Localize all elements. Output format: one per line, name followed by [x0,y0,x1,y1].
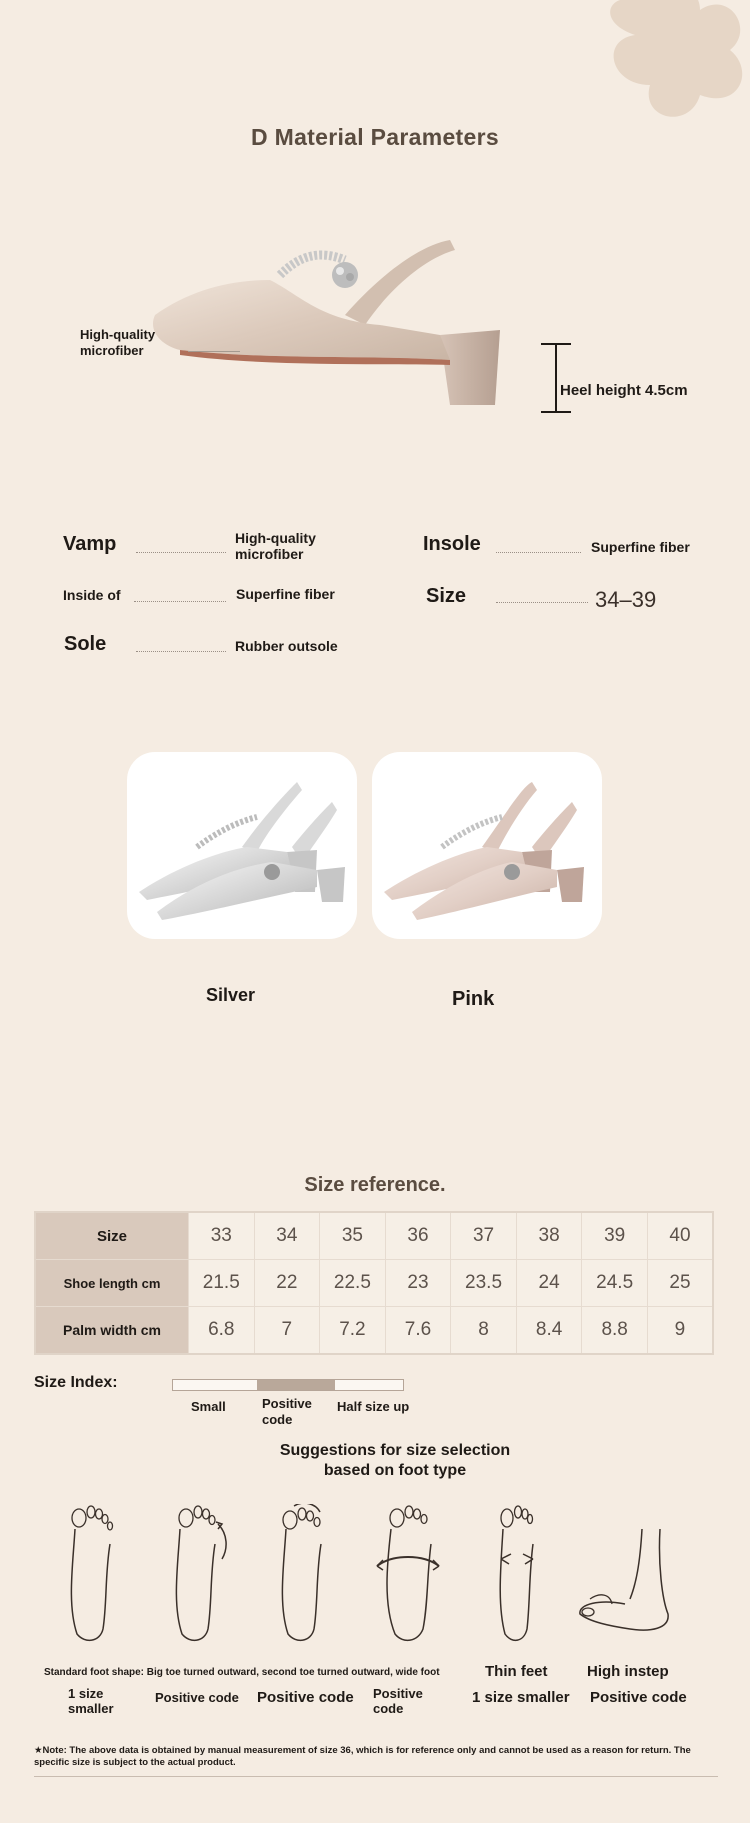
table-cell: 24.5 [582,1260,648,1307]
spec-dots [496,552,581,553]
foot-high-instep-icon [570,1504,680,1644]
table-cell: 24 [516,1260,582,1307]
size-index-positive-segment [257,1380,335,1390]
table-cell: 25 [647,1260,713,1307]
recommendation-6: Positive code [590,1689,687,1706]
table-cell: 23 [385,1260,451,1307]
foot-standard-icon [55,1504,125,1644]
high-instep-label: High instep [587,1663,669,1680]
size-index-label: Size Index: [34,1374,118,1391]
spec-vamp-label: Vamp [63,533,117,555]
table-cell: 37 [451,1212,517,1260]
table-row [35,1260,713,1307]
recommendation-3: Positive code [257,1689,354,1706]
page-title: D Material Parameters [251,124,499,150]
size-index-bar [172,1379,404,1391]
disclaimer-note: ★Note: The above data is obtained by manual measurement of size 36, which is for reference only and cannot be used as a reason for return. The specific size is subject to the actual product. [34,1745,691,1768]
foot-wide-icon [373,1504,443,1644]
table-cell: 7.6 [385,1307,451,1355]
suggestions-title-line1: Suggestions for size selection [279,1442,511,1459]
color-label-pink: Pink [452,988,495,1010]
row-header: Size [35,1212,189,1260]
table-cell: 8.8 [582,1307,648,1355]
foot-thin-icon [481,1504,551,1644]
spec-dots [496,602,588,603]
table-cell: 40 [647,1212,713,1260]
size-index-half-up: Half size up [337,1399,410,1414]
row-header: Palm width cm [35,1307,189,1355]
spec-insole-value: Superfine fiber [591,539,690,555]
callout-line [188,351,240,352]
spec-vamp-value: High-quality microfiber [235,530,316,562]
foot-second-toe-outward-icon [266,1504,336,1644]
spec-dots [134,601,226,602]
standard-foot-note: Standard foot shape: Big toe turned outward, second toe turned outward, wide foot [44,1667,440,1678]
size-reference-table [34,1211,714,1355]
table-cell: 38 [516,1212,582,1260]
table-cell: 36 [385,1212,451,1260]
size-reference-title: Size reference. [304,1174,446,1196]
spec-dots [136,552,226,553]
spec-inside-value: Superfine fiber [236,586,335,602]
decorative-leaf-shape [580,0,750,130]
table-cell: 33 [189,1212,255,1260]
table-cell: 22 [254,1260,320,1307]
table-cell: 23.5 [451,1260,517,1307]
recommendation-4: Positive code [373,1686,423,1716]
recommendation-2: Positive code [155,1690,239,1705]
spec-sole-label: Sole [64,633,107,655]
heel-measure-line [555,343,557,413]
suggestions-title-line2: based on foot type [323,1462,467,1479]
color-option-pink[interactable] [372,752,602,939]
table-cell: 34 [254,1212,320,1260]
shoe-product-image [150,235,570,425]
table-cell: 8 [451,1307,517,1355]
spec-size-label: Size [426,585,467,607]
shoe-pink-image [372,752,602,939]
color-option-silver[interactable] [127,752,357,939]
recommendation-5: 1 size smaller [472,1689,570,1706]
suggestions-title [0,1441,750,1481]
foot-big-toe-outward-icon [160,1504,230,1644]
divider [34,1776,718,1777]
spec-sole-value: Rubber outsole [235,638,338,654]
heel-height-label: Heel height 4.5cm [560,382,688,399]
spec-insole-label: Insole [423,533,481,555]
color-label-silver: Silver [206,985,256,1005]
table-cell: 6.8 [189,1307,255,1355]
table-cell: 9 [647,1307,713,1355]
heel-measure-cap-top [541,343,571,345]
table-cell: 39 [582,1212,648,1260]
row-header: Shoe length cm [35,1260,189,1307]
spec-dots [136,651,226,652]
table-cell: 35 [320,1212,386,1260]
material-callout-label: High-quality microfiber [80,327,156,358]
table-cell: 21.5 [189,1260,255,1307]
table-cell: 7 [254,1307,320,1355]
table-cell: 22.5 [320,1260,386,1307]
table-row [35,1307,713,1355]
size-index-small: Small [191,1399,226,1414]
spec-size-value: 34–39 [595,587,657,612]
spec-inside-label: Inside of [63,587,121,603]
table-cell: 7.2 [320,1307,386,1355]
shoe-silver-image [127,752,357,939]
thin-feet-label: Thin feet [485,1663,548,1680]
recommendation-1: 1 size smaller [68,1686,114,1716]
table-row [35,1212,713,1260]
size-index-positive: Positive code [262,1396,312,1427]
heel-measure-cap-bottom [541,411,571,413]
table-cell: 8.4 [516,1307,582,1355]
